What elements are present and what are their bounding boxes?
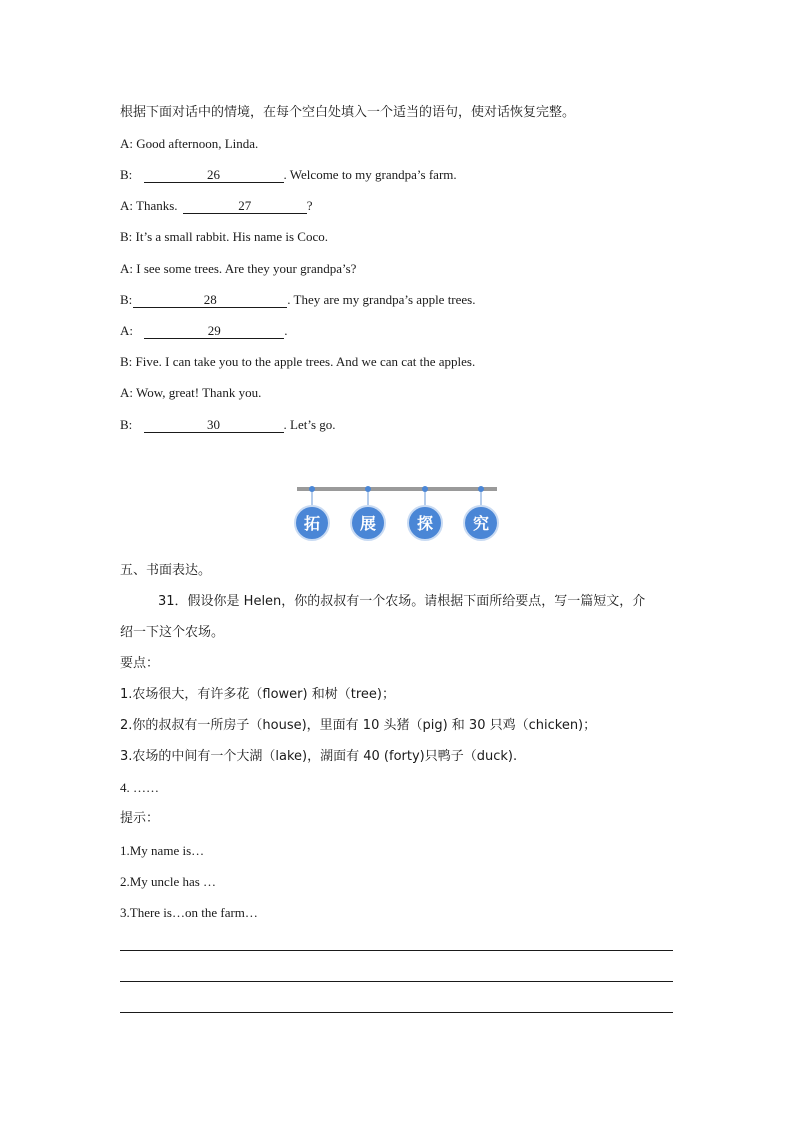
dialogue-line-6 — [120, 292, 476, 308]
answer-blank-29[interactable]: 29 — [144, 324, 284, 339]
banner-bar — [297, 487, 497, 491]
banner-char: 展 — [359, 514, 377, 533]
speaker-label: B: — [120, 292, 133, 307]
dialogue-text: ? — [306, 198, 313, 213]
hints-label: 提示： — [120, 811, 160, 826]
writing-line[interactable] — [120, 950, 673, 951]
dialogue-text: Five. I can take you to the apple trees. And we can cat the apples. — [135, 354, 476, 369]
banner-char: 究 — [472, 514, 490, 533]
point-item: 4. …… — [120, 780, 159, 795]
banner-dot — [478, 486, 484, 492]
dialogue-line-1 — [120, 136, 258, 152]
speaker-label: A: — [120, 261, 133, 276]
dialogue-line-4 — [120, 229, 328, 245]
dialogue-line-8 — [120, 354, 475, 370]
answer-blank-30[interactable]: 30 — [144, 418, 284, 433]
dialogue-text: Thanks. — [136, 198, 178, 213]
hint-item: 2.My uncle has … — [120, 874, 217, 889]
section-heading: 五、书面表达。 — [120, 563, 212, 578]
dialogue-line-7 — [120, 323, 288, 339]
answer-blank-28[interactable]: 28 — [133, 293, 287, 308]
dialogue-text: Wow, great! Thank you. — [136, 385, 262, 400]
dialogue-text: . Welcome to my grandpa’s farm. — [283, 167, 457, 182]
dialogue-line-3 — [120, 198, 313, 214]
dialogue-line-9 — [120, 385, 261, 401]
instruction-text: 根据下面对话中的情境，在每个空白处填入一个适当的语句，使对话恢复完整。 — [120, 105, 576, 120]
dialogue-text: . — [284, 323, 288, 338]
speaker-label: A: — [120, 136, 133, 151]
speaker-label: B: — [120, 417, 133, 432]
banner-dot — [309, 486, 315, 492]
answer-blank-27[interactable]: 27 — [183, 199, 307, 214]
dialogue-line-5 — [120, 261, 356, 277]
banner-dot — [422, 486, 428, 492]
extension-banner — [294, 480, 504, 542]
question-text-cont: 绍一下这个农场。 — [120, 625, 225, 640]
writing-line[interactable] — [120, 981, 673, 982]
answer-blank-26[interactable]: 26 — [144, 168, 284, 183]
points-label: 要点： — [120, 656, 160, 671]
point-item: 1.农场很大，有许多花（flower) 和树（tree)； — [120, 687, 395, 702]
banner-char: 探 — [416, 514, 434, 533]
dialogue-text: I see some trees. Are they your grandpa’s? — [136, 261, 357, 276]
speaker-label: A: — [120, 385, 133, 400]
dialogue-text: . Let’s go. — [283, 417, 336, 432]
hint-item: 1.My name is… — [120, 843, 205, 858]
dialogue-text: Good afternoon, Linda. — [136, 136, 259, 151]
banner-dot — [365, 486, 371, 492]
point-item: 3.农场的中间有一个大湖（lake)，湖面有 40 (forty)只鸭子（duck). — [120, 749, 518, 764]
question-text: 31．假设你是 Helen，你的叔叔有一个农场。请根据下面所给要点，写一篇短文，介 — [158, 594, 646, 609]
dialogue-text: It’s a small rabbit. His name is Coco. — [135, 229, 328, 244]
speaker-label: B: — [120, 229, 133, 244]
dialogue-line-10 — [120, 417, 336, 433]
dialogue-line-2 — [120, 167, 457, 183]
hint-item: 3.There is…on the farm… — [120, 905, 258, 920]
banner-graphic — [294, 480, 504, 542]
dialogue-text: . They are my grandpa’s apple trees. — [287, 292, 476, 307]
speaker-label: B: — [120, 354, 133, 369]
speaker-label: A: — [120, 323, 133, 338]
point-item: 2.你的叔叔有一所房子（house)，里面有 10 头猪（pig) 和 30 只鸡（chicken)； — [120, 718, 597, 733]
speaker-label: A: — [120, 198, 133, 213]
writing-line[interactable] — [120, 1012, 673, 1013]
banner-char: 拓 — [303, 514, 321, 533]
speaker-label: B: — [120, 167, 133, 182]
